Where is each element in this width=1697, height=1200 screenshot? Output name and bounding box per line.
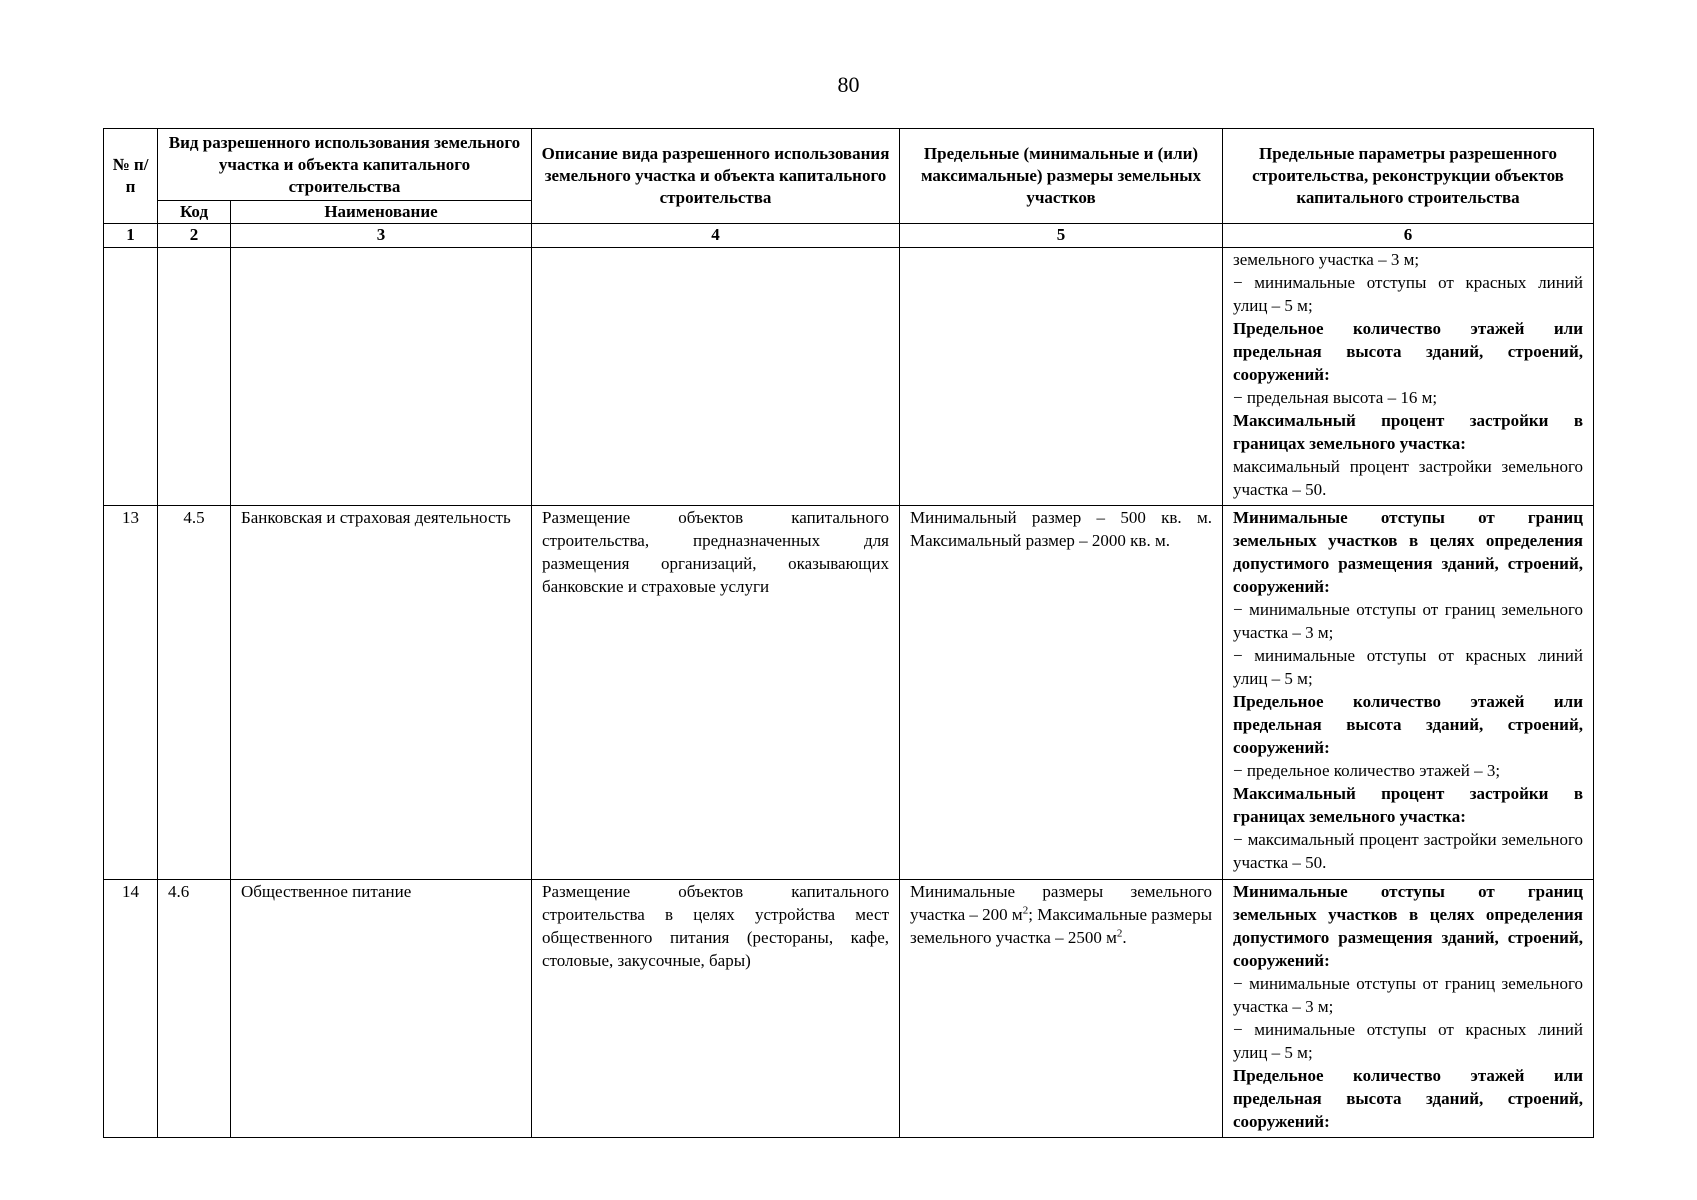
column-number: 1 [104,224,158,248]
param-heading: Минимальные отступы от границ земельных участков в целях определения допустимого размещения зданий, строений, сооружений: [1233,508,1583,596]
column-number: 2 [158,224,231,248]
param-text: − предельное количество этажей – 3; [1233,761,1501,780]
table-row [104,506,1594,880]
param-text: − минимальные отступы от красных линий улиц – 5 м; [1233,1020,1583,1062]
column-number: 4 [532,224,900,248]
header-name: Наименование [231,201,532,224]
table-row [104,248,1594,506]
column-numbers-row [104,224,1594,248]
header-params: Предельные параметры разрешенного строительства, реконструкции объектов капитального строительства [1223,129,1594,224]
header-description: Описание вида разрешенного использования земельного участка и объекта капитального строительства [532,129,900,224]
header-type-group: Вид разрешенного использования земельного участка и объекта капитального строительства [158,129,532,201]
row-sizes: Минимальный размер – 500 кв. м. Максимальный размер – 2000 кв. м. [900,506,1223,880]
param-heading: Максимальный процент застройки в границах земельного участка: [1233,411,1583,453]
sizes-text: . [1122,928,1127,947]
sizes-text: Максимальные размеры земельного участка – 2500 м [910,905,1213,947]
param-heading: Предельное количество этажей или предельная высота зданий, строений, сооружений: [1233,1066,1583,1131]
sizes-text: Минимальные размеры земельного участка – 200 м [910,882,1212,924]
row-sizes [900,880,1223,1138]
row-code [158,248,231,506]
superscript: 2 [1116,927,1123,940]
row-params [1223,506,1594,880]
param-text: максимальный процент застройки земельного участка – 50. [1233,457,1583,499]
row-name: Банковская и страховая деятельность [231,506,532,880]
superscript: 2 [1022,904,1029,917]
column-number: 3 [231,224,532,248]
param-text: − минимальные отступы от красных линий улиц – 5 м; [1233,273,1583,315]
row-description: Размещение объектов капитального строительства в целях устройства мест общественного питания (рестораны, кафе, столовые, закусочные, бары) [532,880,900,1138]
row-description [532,248,900,506]
param-text: − минимальные отступы от красных линий улиц – 5 м; [1233,646,1583,688]
row-number: 14 [104,880,158,1138]
row-name [231,248,532,506]
row-code: 4.5 [158,506,231,880]
param-heading: Предельное количество этажей или предельная высота зданий, строений, сооружений: [1233,319,1583,384]
row-name: Общественное питание [231,880,532,1138]
row-params [1223,880,1594,1138]
header-number: № п/п [104,129,158,224]
page-number: 80 [837,72,860,97]
regulations-table [103,128,1594,1138]
param-text: − предельная высота – 16 м; [1233,388,1438,407]
header-code: Код [158,201,231,224]
row-number: 13 [104,506,158,880]
row-description: Размещение объектов капитального строительства, предназначенных для размещения организаций, оказывающих банковские и страховые услуги [532,506,900,880]
param-heading: Минимальные отступы от границ земельных участков в целях определения допустимого размещения зданий, строений, сооружений: [1233,882,1583,970]
param-text: − минимальные отступы от границ земельного участка – 3 м; [1233,600,1583,642]
table-row [104,880,1594,1138]
column-number: 6 [1223,224,1594,248]
row-params [1223,248,1594,506]
column-number: 5 [900,224,1223,248]
param-text: − минимальные отступы от границ земельного участка – 3 м; [1233,974,1583,1016]
param-text: земельного участка – 3 м; [1233,250,1420,269]
row-code: 4.6 [158,880,231,1138]
sizes-text: ; [1028,905,1033,924]
row-number [104,248,158,506]
header-sizes: Предельные (минимальные и (или) максимальные) размеры земельных участков [900,129,1223,224]
param-heading: Максимальный процент застройки в границах земельного участка: [1233,784,1583,826]
param-text: − максимальный процент застройки земельного участка – 50. [1233,830,1583,872]
row-sizes [900,248,1223,506]
param-heading: Предельное количество этажей или предельная высота зданий, строений, сооружений: [1233,692,1583,757]
